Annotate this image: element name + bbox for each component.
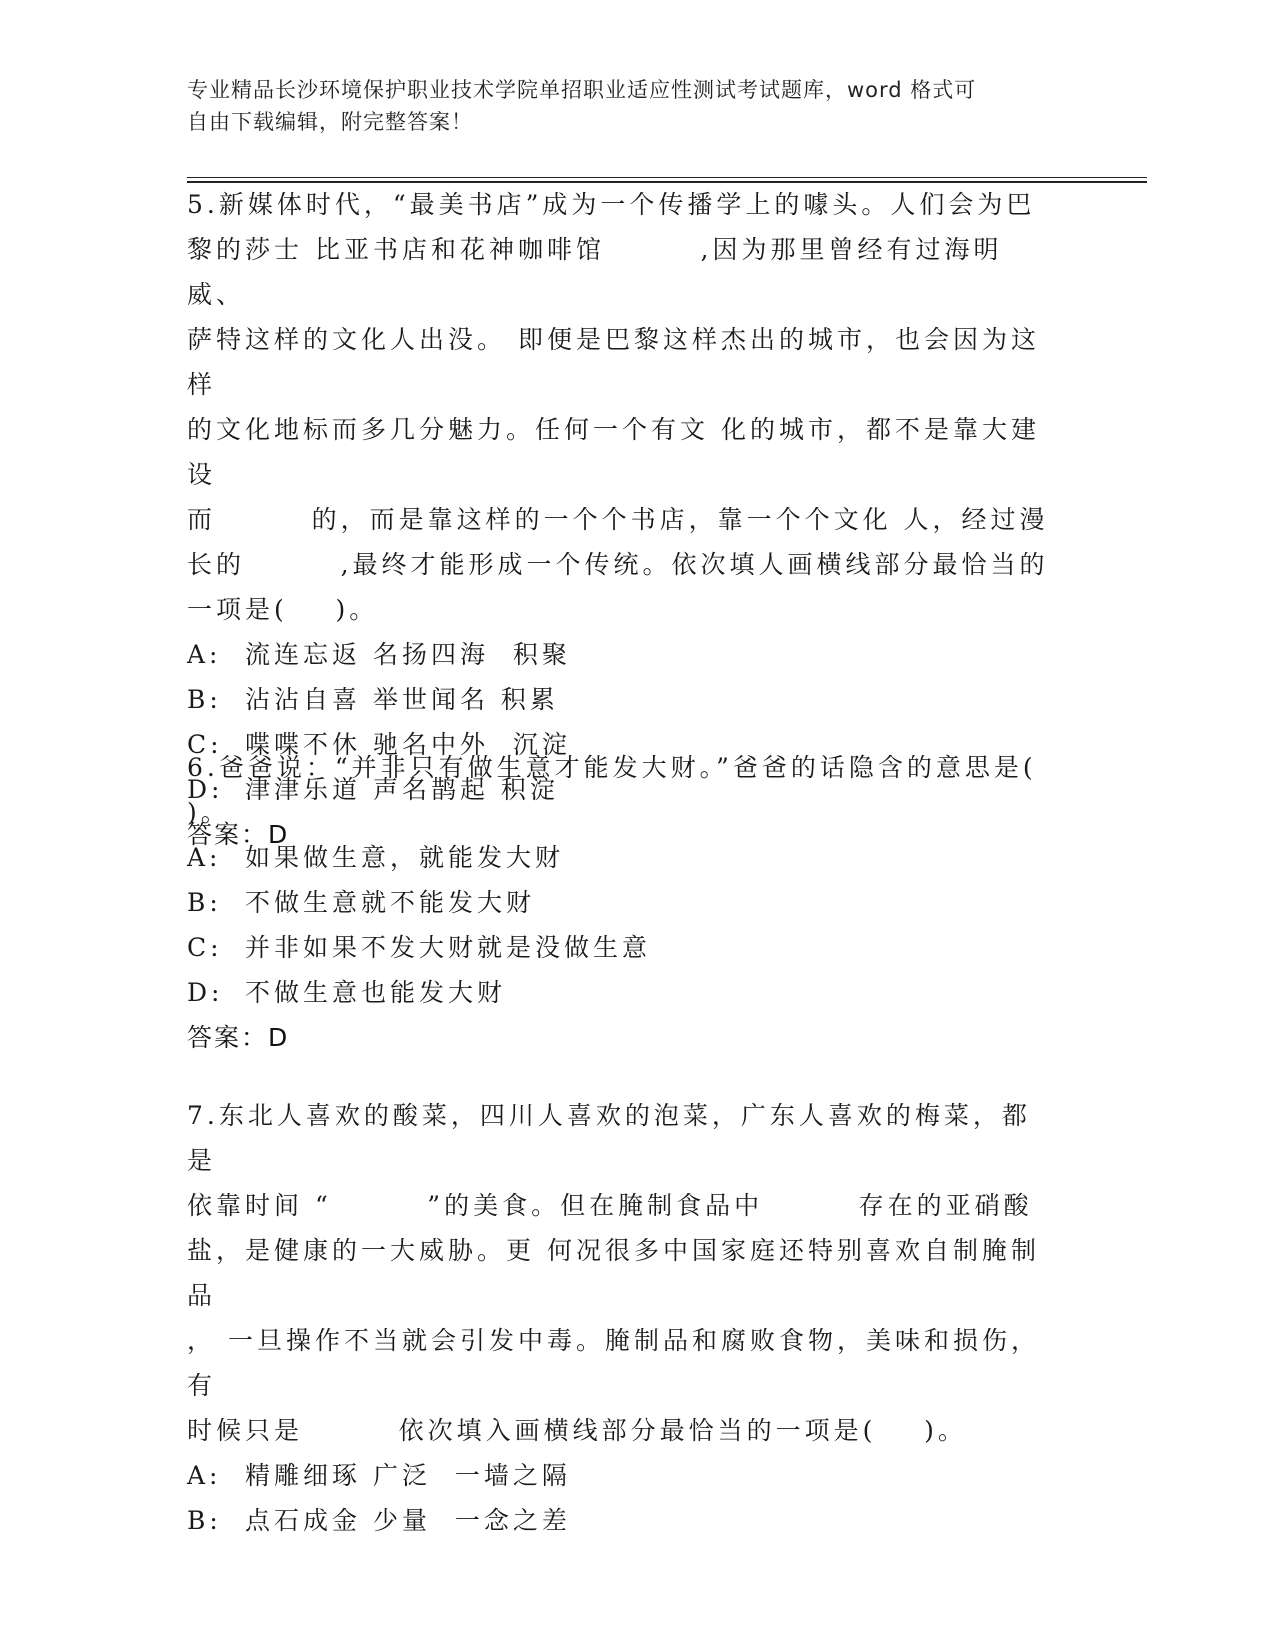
header-title-line2: 自由下载编辑，附完整答案！	[187, 110, 473, 134]
question-stem: 5.新媒体时代，“最美书店”成为一个传播学上的噱头。人们会为巴 黎的莎士 比亚书店和花神咖啡馆 ,因为那里曾经有过海明威、 萨特这样的文化人出没。 即便是巴黎这样杰出的城市，也会因为这样 的文化地标而多几分魅力。任何一个有文 化的城市，都不是靠大建设 而 的，而是靠这样的一个个书店，靠一个个文化 人，经过漫 长的 ,最终才能形成一个传统。依次填人画横线部分最恰当的 一项是( )。	[187, 190, 1049, 624]
option-letter: A:	[187, 843, 222, 872]
question-7	[187, 1093, 1057, 1543]
option-a	[187, 835, 1057, 880]
option-text: 点石成金 少量 一念之差	[245, 1506, 571, 1535]
option-letter: D:	[187, 978, 224, 1007]
answer-label: 答案：D	[187, 1023, 290, 1052]
option-a	[187, 1453, 1057, 1498]
option-text: 不做生意就不能发大财	[245, 888, 536, 917]
option-text: 流连忘返 名扬四海 积聚	[245, 640, 571, 669]
option-letter: B:	[187, 888, 222, 917]
option-letter: C:	[187, 933, 223, 962]
answer-label: 答案：D	[187, 820, 290, 849]
question-stem: 7.东北人喜欢的酸菜，四川人喜欢的泡菜，广东人喜欢的梅菜，都是 依靠时间 “ ”的美食。但在腌制食品中 存在的亚硝酸 盐，是健康的一大威胁。更 何况很多中国家庭还特别喜欢自制腌制品 ， 一旦操作不当就会引发中毒。腌制品和腐败食物，美味和损伤，有 时候只是 依次填入画横线部分最恰当的一项是( )。	[187, 1101, 1040, 1445]
option-letter: D:	[187, 775, 224, 804]
option-c	[187, 925, 1057, 970]
option-letter: B:	[187, 685, 222, 714]
option-d	[187, 970, 1057, 1015]
option-text: 不做生意也能发大财	[245, 978, 507, 1007]
option-letter: C:	[187, 730, 223, 759]
option-a	[187, 632, 1057, 677]
option-b	[187, 1498, 1057, 1543]
option-b	[187, 880, 1057, 925]
option-letter: B:	[187, 1506, 222, 1535]
option-text: 如果做生意，就能发大财	[245, 843, 565, 872]
option-letter: A:	[187, 1461, 222, 1490]
header-divider-thin	[187, 177, 1147, 178]
option-letter: A:	[187, 640, 222, 669]
header-title-line1: 专业精品长沙环境保护职业技术学院单招职业适应性测试考试题库，word 格式可	[187, 78, 977, 102]
option-text: 津津乐道 声名鹊起 积淀	[245, 775, 559, 804]
option-text: 沾沾自喜 举世闻名 积累	[245, 685, 559, 714]
option-text: 喋喋不休 驰名中外 沉淀	[245, 730, 571, 759]
document-header	[187, 74, 1147, 138]
option-text: 并非如果不发大财就是没做生意	[245, 933, 652, 962]
question-stem: 6.爸爸说：“并非只有做生意才能发大财。”爸爸的话隐含的意思是( )。	[187, 753, 1037, 827]
option-b	[187, 677, 1057, 722]
option-text: 精雕细琢 广泛 一墙之隔	[245, 1461, 571, 1490]
question-6	[187, 745, 1057, 1060]
